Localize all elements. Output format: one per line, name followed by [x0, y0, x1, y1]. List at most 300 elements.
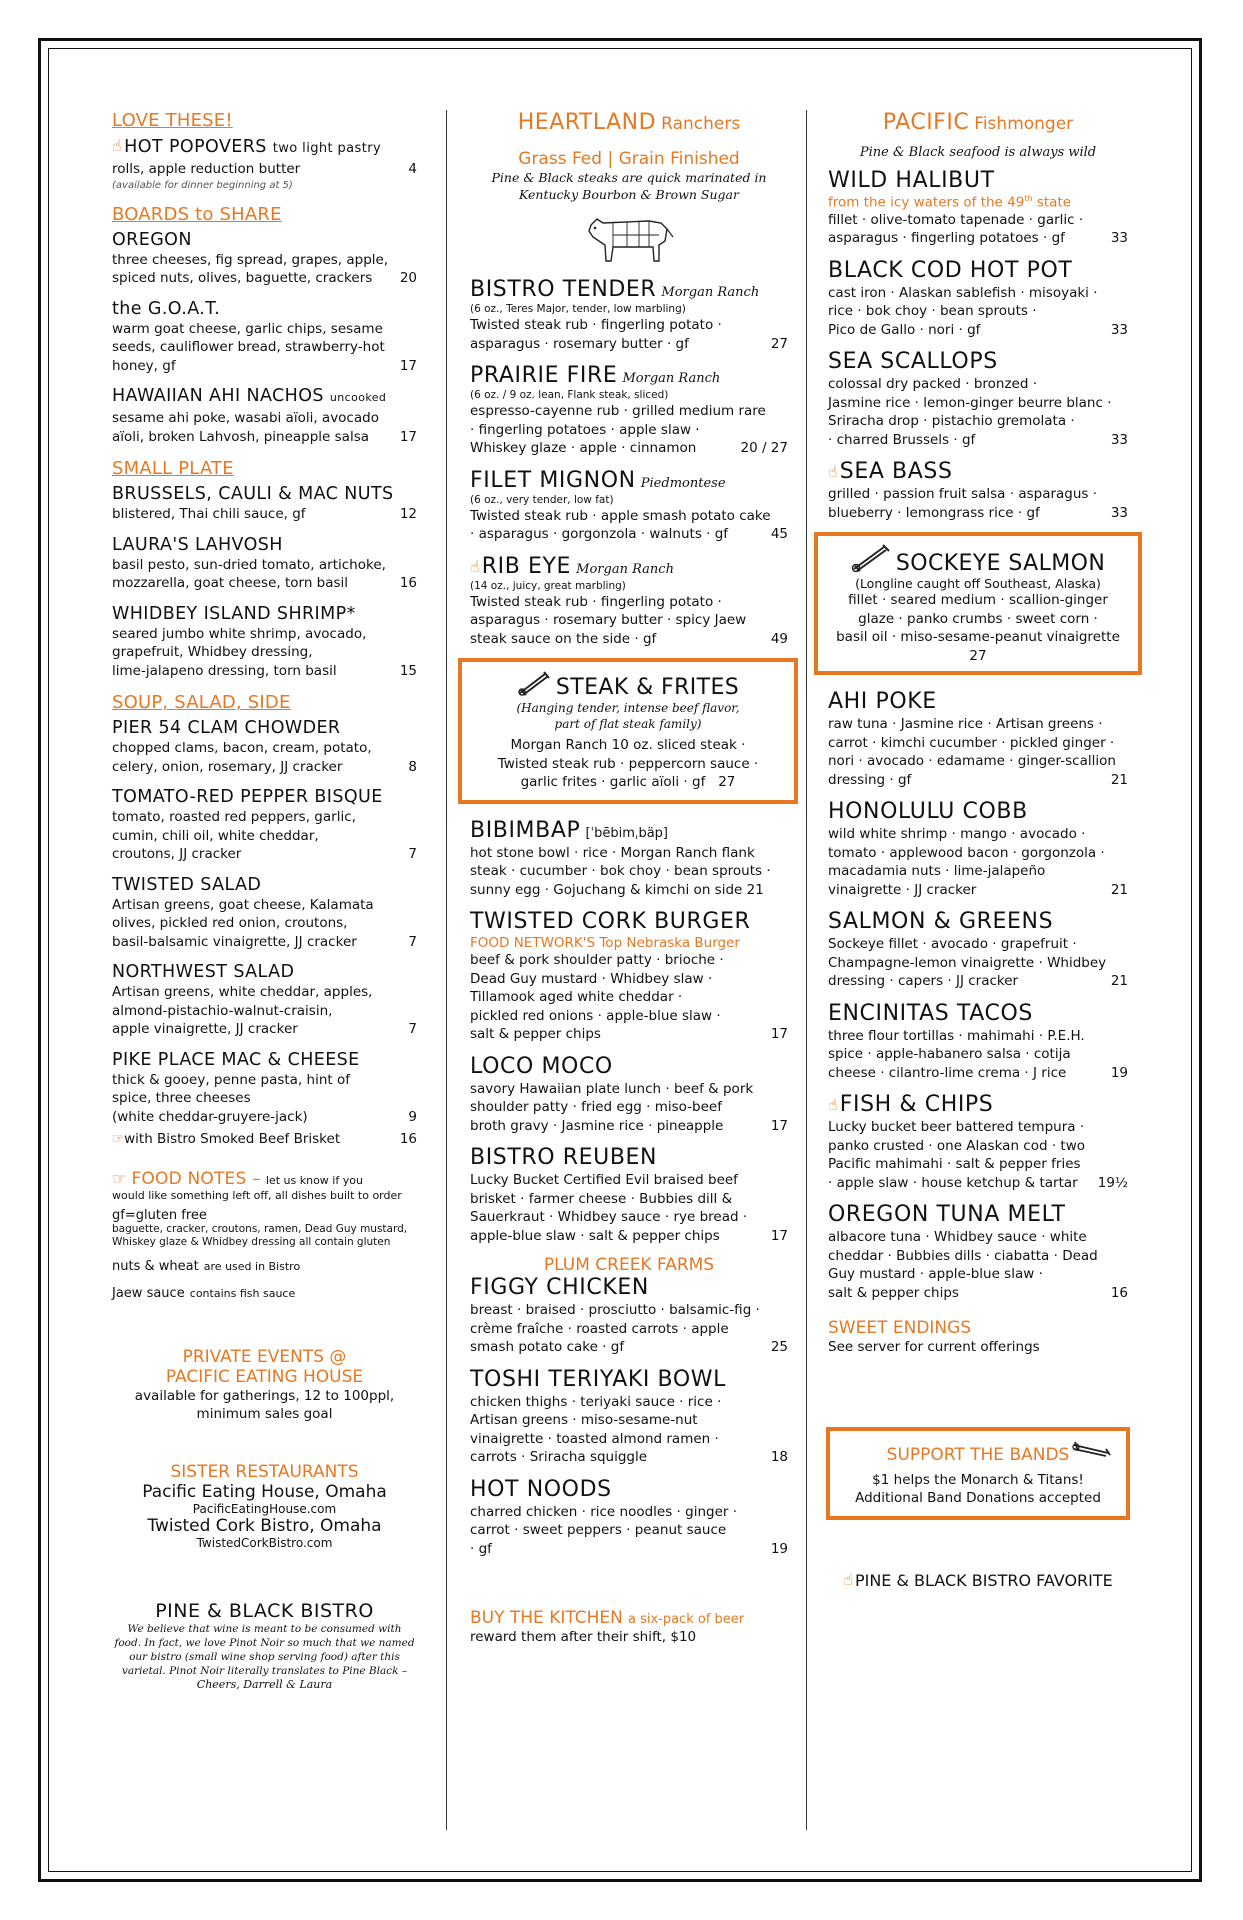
featured-sockeye-salmon: [814, 532, 1142, 675]
menu-item-oregon: [112, 229, 417, 288]
item-desc: mozzarella, goat cheese, torn basil: [112, 575, 349, 591]
item-note: (14 oz., juicy, great marbling): [470, 579, 626, 592]
item-name: HOT POPOVERS: [124, 137, 267, 157]
kitchen-title: BUY THE KITCHEN: [470, 1608, 623, 1628]
item-desc: thick & gooey, penne pasta, hint of: [112, 1071, 350, 1088]
item-name: OREGON: [112, 229, 192, 250]
item-note: (available for dinner beginning at 5): [112, 179, 293, 191]
item-tag: Piedmontese: [640, 475, 726, 491]
item-name: SALMON & GREENS: [828, 909, 1054, 934]
section-small-plate: SMALL PLATE: [112, 458, 234, 479]
menu-item-tuna-melt: [828, 1202, 1128, 1302]
item-desc: beef & pork shoulder patty · brioche ·: [470, 952, 724, 968]
item-origin: from the icy waters of the 49: [828, 194, 1025, 211]
section-plum-creek: PLUM CREEK FARMS: [543, 1255, 715, 1275]
item-desc: steak · cucumber · bok choy · bean sprouts ·: [470, 863, 771, 879]
item-desc: shoulder patty · fried egg · miso-beef: [470, 1099, 722, 1115]
item-name: SEA SCALLOPS: [828, 349, 998, 374]
item-desc: three cheeses, fig spread, grapes, apple,: [112, 251, 389, 268]
item-price: 17: [399, 357, 417, 374]
menu-item-shrimp: [112, 603, 417, 681]
item-price: 33: [1110, 230, 1128, 246]
item-price: 33: [1110, 431, 1128, 448]
item-desc: tomato, roasted red peppers, garlic,: [112, 809, 356, 825]
item-desc: celery, onion, rosemary, JJ cracker: [112, 758, 343, 775]
item-desc: garlic frites · garlic aïoli · gf: [520, 774, 706, 790]
private-line: available for gatherings, 12 to 100ppl,: [134, 1387, 395, 1404]
item-desc: tomato · applewood bacon · gorgonzola ·: [828, 844, 1105, 861]
item-name: HOT NOODS: [470, 1476, 612, 1502]
item-desc: croutons, JJ cracker: [112, 846, 242, 862]
story-signature: Cheers, Darrell & Laura: [196, 1677, 333, 1691]
story-title: PINE & BLACK BISTRO: [155, 1599, 374, 1622]
item-desc: rice · bok choy · bean sprouts ·: [828, 303, 1037, 319]
item-desc: grilled · passion fruit salsa · asparagus ·: [828, 486, 1098, 502]
menu-item-bisque: [112, 786, 417, 864]
item-desc: Jasmine rice · lemon-ginger beurre blanc ·: [828, 394, 1112, 411]
thumbs-up-icon: ☝: [470, 556, 480, 576]
item-name: BLACK COD HOT POT: [828, 257, 1073, 283]
item-price: 21: [746, 881, 764, 898]
item-note: (Longline caught off Southeast, Alaska): [855, 576, 1101, 591]
menu-item-cobb: [828, 799, 1128, 899]
menu-item-scallops: [828, 349, 1128, 449]
item-note: part of flat steak family): [554, 717, 702, 731]
gf-title: gf=gluten free: [112, 1207, 207, 1223]
item-desc: cheddar · Bubbies dills · ciabatta · Dead: [828, 1247, 1098, 1264]
item-desc: · gf: [470, 1540, 492, 1557]
item-desc: sunny egg · Gojuchang & kimchi on side: [470, 881, 743, 898]
steak-note: Kentucky Bourbon & Brown Sugar: [519, 187, 739, 202]
item-name: WHIDBEY ISLAND SHRIMP*: [112, 603, 356, 624]
item-price: 16: [399, 575, 417, 591]
item-desc: grapefruit, Whidbey dressing,: [112, 644, 313, 660]
menu-item-toshi: [470, 1367, 788, 1467]
beef-cuts-cow-icon: [470, 207, 788, 271]
item-desc: Sockeye fillet · avocado · grapefruit ·: [828, 936, 1077, 952]
item-price: 21: [1110, 881, 1128, 898]
food-notes-text: would like something left off, all dishes built to order: [112, 1188, 402, 1202]
item-price: 27: [969, 647, 987, 664]
private-line: minimum sales goal: [196, 1406, 333, 1422]
item-desc: seared jumbo white shrimp, avocado,: [112, 625, 367, 642]
item-price: 45: [770, 526, 788, 542]
menu-item-figgy: [470, 1275, 788, 1357]
item-desc: warm goat cheese, garlic chips, sesame: [112, 320, 383, 337]
menu-item-nw-salad: [112, 961, 417, 1039]
item-desc: Sauerkraut · Whidbey sauce · rye bread ·: [470, 1209, 748, 1225]
sister-url: PacificEatingHouse.com: [192, 1501, 337, 1516]
column-divider-2: [806, 110, 807, 1830]
item-desc: charred chicken · rice noodles · ginger ·: [470, 1503, 738, 1520]
nuts-text: are used in Bistro: [203, 1259, 301, 1273]
featured-steak-frites: [458, 658, 798, 804]
item-desc: brisket · farmer cheese · Bubbies dill &: [470, 1190, 733, 1207]
menu-item-ribeye: [470, 554, 788, 649]
item-name: RIB EYE: [481, 553, 572, 579]
jaew-title: Jaew sauce: [112, 1285, 185, 1301]
item-name: HONOLULU COBB: [828, 799, 1028, 824]
item-desc: Morgan Ranch 10 oz. sliced steak ·: [510, 737, 746, 753]
item-price: 15: [399, 662, 417, 679]
story-line: We believe that wine is meant to be consumed with: [127, 1622, 402, 1635]
item-desc: spiced nuts, olives, baguette, crackers: [112, 270, 373, 286]
item-price: 17: [770, 1026, 788, 1042]
item-desc: steak sauce on the side · gf: [470, 630, 657, 647]
sister-title: SISTER RESTAURANTS: [170, 1461, 359, 1482]
pine-black-story: [112, 1600, 417, 1692]
item-name: BISTRO REUBEN: [470, 1145, 658, 1170]
item-desc: Champagne-lemon vinaigrette · Whidbey: [828, 954, 1107, 971]
sister-name: Pacific Eating House, Omaha: [142, 1481, 387, 1502]
item-name: BISTRO TENDER: [470, 277, 657, 302]
item-desc: chicken thighs · teriyaki sauce · rice ·: [470, 1393, 722, 1410]
item-desc: spice, three cheeses: [112, 1090, 251, 1106]
item-price: 16: [1110, 1284, 1128, 1301]
item-desc: dressing · capers · JJ cracker: [828, 973, 1019, 989]
item-desc: · fingerling potatoes · apple slaw ·: [470, 421, 700, 438]
item-origin: state: [1032, 194, 1072, 211]
item-desc: spice · apple-habanero salsa · cotija: [828, 1046, 1071, 1062]
item-desc: · charred Brussels · gf: [828, 431, 976, 448]
item-name: AHI POKE: [828, 689, 937, 714]
story-line: food. In fact, we love Pinot Noir so much that we named: [114, 1636, 415, 1649]
item-desc: lime-jalapeno dressing, torn basil: [112, 662, 337, 679]
menu-item-chowder: [112, 717, 417, 776]
item-name: HAWAIIAN AHI NACHOS: [112, 386, 324, 406]
item-desc: Twisted steak rub · fingerling potato ·: [470, 317, 722, 333]
item-desc: Lucky Bucket Certified Evil braised beef: [470, 1172, 738, 1188]
menu-item-halibut: [828, 168, 1128, 248]
pointing-hand-icon: ☞: [112, 1168, 127, 1188]
item-price: 12: [399, 506, 417, 522]
item-name: OREGON TUNA MELT: [828, 1202, 1066, 1227]
pointing-hand-icon: ☞: [112, 1131, 125, 1147]
gf-line: baguette, cracker, croutons, ramen, Dead Guy mustard,: [112, 1222, 408, 1235]
column-starters: [112, 110, 417, 1692]
kitchen-tag: a six-pack of beer: [627, 1612, 745, 1627]
item-price: 20: [399, 270, 417, 286]
item-price: 18: [770, 1449, 788, 1465]
kitchen-desc: reward them after their shift, $10: [470, 1629, 697, 1645]
private-events: [112, 1347, 417, 1424]
menu-item-prairie-fire: [470, 363, 788, 458]
item-desc: Pacific mahimahi · salt & pepper fries: [828, 1156, 1081, 1172]
item-desc: blueberry · lemongrass rice · gf: [828, 504, 1040, 521]
item-desc: raw tuna · Jasmine rice · Artisan greens ·: [828, 716, 1103, 732]
item-tag: Morgan Ranch: [661, 285, 760, 300]
item-name: FIGGY CHICKEN: [470, 1275, 649, 1300]
item-desc: dressing · gf: [828, 771, 912, 788]
sweet-desc: See server for current offerings: [828, 1339, 1040, 1355]
item-desc: colossal dry packed · bronzed ·: [828, 376, 1038, 392]
grass-fed-line: Grass Fed | Grain Finished: [518, 149, 740, 169]
thumbs-up-icon: ☝: [112, 136, 123, 155]
item-price: 25: [770, 1339, 788, 1355]
item-name: PRAIRIE FIRE: [470, 363, 618, 388]
item-name: PIER 54 CLAM CHOWDER: [112, 718, 341, 738]
item-name: NORTHWEST SALAD: [112, 962, 295, 982]
item-name: LOCO MOCO: [470, 1053, 613, 1079]
heartland-header: [470, 110, 788, 135]
item-desc: Artisan greens · miso-sesame-nut: [470, 1412, 698, 1428]
item-desc: glaze · panko crumbs · sweet corn ·: [858, 610, 1098, 627]
item-price: 9: [408, 1108, 417, 1125]
story-line: varietal. Pinot Noir literally translates to Pine Black –: [121, 1664, 408, 1677]
item-award: FOOD NETWORK'S Top Nebraska Burger: [470, 935, 740, 951]
item-desc: aïoli, broken Lahvosh, pineapple salsa: [112, 428, 370, 445]
section-love-these: LOVE THESE!: [112, 110, 233, 131]
item-price: 33: [1110, 321, 1128, 338]
menu-item-hot-noods: [470, 1477, 788, 1559]
item-name: SEA BASS: [839, 459, 953, 484]
favorite-legend: [828, 1570, 1128, 1590]
food-notes: [112, 1169, 417, 1301]
item-tag: uncooked: [329, 391, 387, 404]
trombone-icon: [851, 542, 891, 572]
pacific-subtitle: Fishmonger: [974, 114, 1074, 134]
item-desc: cumin, chili oil, white cheddar,: [112, 827, 319, 844]
item-price: 8: [408, 758, 417, 775]
gf-line: Whiskey glaze & Whidbey dressing all contain gluten: [112, 1235, 391, 1248]
item-desc: Artisan greens, white cheddar, apples,: [112, 984, 373, 1000]
item-desc: albacore tuna · Whidbey sauce · white: [828, 1229, 1087, 1245]
item-price: 19: [1110, 1064, 1128, 1081]
menu-item-ahi-poke: [828, 689, 1128, 789]
item-desc: basil-balsamic vinaigrette, JJ cracker: [112, 933, 357, 950]
sister-name: Twisted Cork Bistro, Omaha: [147, 1515, 382, 1536]
item-desc: olives, pickled red onion, croutons,: [112, 915, 348, 931]
section-boards: BOARDS to SHARE: [112, 203, 282, 225]
support-the-bands: [826, 1427, 1130, 1520]
item-desc: cheese · cilantro-lime crema · J rice: [828, 1064, 1067, 1081]
menu-item-tacos: [828, 1001, 1128, 1083]
bands-title: SUPPORT THE BANDS: [886, 1444, 1070, 1465]
menu-item-filet: [470, 468, 788, 544]
item-desc: carrots · Sriracha squiggle: [470, 1449, 648, 1465]
item-name: LAURA'S LAHVOSH: [112, 534, 283, 555]
item-pronunciation: [ˈbēbimˌbäp]: [585, 825, 668, 841]
bands-line: Additional Band Donations accepted: [855, 1490, 1101, 1506]
item-desc: espresso-cayenne rub · grilled medium rare: [470, 403, 766, 419]
item-desc: Twisted steak rub · fingerling potato ·: [470, 593, 722, 610]
thumbs-up-icon: ☝: [828, 1095, 838, 1114]
item-desc: vinaigrette · toasted almond ramen ·: [470, 1430, 719, 1447]
item-price: 19: [770, 1540, 788, 1557]
item-desc: panko crusted · one Alaskan cod · two: [828, 1137, 1086, 1154]
item-name: WILD HALIBUT: [828, 168, 995, 193]
item-desc: · apple slaw · house ketchup & tartar: [828, 1174, 1078, 1191]
item-desc: fillet · olive-tomato tapenade · garlic ·: [828, 211, 1084, 228]
private-title: PACIFIC EATING HOUSE: [165, 1366, 364, 1387]
item-desc: seeds, cauliflower bread, strawberry-hot: [112, 339, 385, 355]
item-desc: vinaigrette · JJ cracker: [828, 881, 977, 898]
item-name: BRUSSELS, CAULI & MAC NUTS: [112, 484, 394, 504]
item-origin-sup: th: [1024, 194, 1033, 203]
favorite-text: PINE & BLACK BISTRO FAVORITE: [854, 1570, 1113, 1590]
section-soup-salad: SOUP, SALAD, SIDE: [112, 692, 291, 713]
item-desc: Artisan greens, goat cheese, Kalamata: [112, 896, 374, 913]
column-divider-1: [446, 110, 447, 1830]
food-notes-title: FOOD NOTES –: [131, 1168, 261, 1189]
item-desc: (white cheddar-gruyere-jack): [112, 1108, 308, 1125]
menu-item-twisted-salad: [112, 874, 417, 952]
item-desc: chopped clams, bacon, cream, potato,: [112, 740, 372, 756]
item-price: 33: [1110, 504, 1128, 521]
menu-item-reuben: [470, 1145, 788, 1245]
item-desc: basil pesto, sun-dried tomato, artichoke,: [112, 556, 386, 573]
item-price: 17: [399, 428, 417, 445]
menu-item-ahi-nachos: [112, 385, 417, 446]
item-desc: almond-pistachio-walnut-craisin,: [112, 1002, 333, 1019]
item-desc: smash potato cake · gf: [470, 1339, 625, 1355]
item-note: (Hanging tender, intense beef flavor,: [516, 701, 740, 715]
item-name: ENCINITAS TACOS: [828, 1000, 1033, 1026]
item-desc: hot stone bowl · rice · Morgan Ranch flank: [470, 844, 755, 861]
item-name: TOMATO-RED PEPPER BISQUE: [112, 787, 383, 807]
item-desc: three flour tortillas · mahimahi · P.E.H.: [828, 1027, 1085, 1044]
addon-price: 16: [399, 1131, 417, 1147]
item-price: 7: [408, 1021, 417, 1037]
item-desc: nori · avocado · edamame · ginger-scallion: [828, 753, 1116, 769]
thumbs-up-icon: ☝: [843, 1569, 853, 1589]
pacific-header: [828, 110, 1128, 135]
item-note: (6 oz., Teres Major, tender, low marbling): [470, 303, 686, 315]
item-desc: breast · braised · prosciutto · balsamic-fig ·: [470, 1302, 760, 1318]
item-desc: Sriracha drop · pistachio gremolata ·: [828, 413, 1075, 429]
item-name: TWISTED CORK BURGER: [470, 909, 751, 934]
menu-item-lahvosh: [112, 534, 417, 593]
food-notes-text: let us know if you: [265, 1173, 363, 1187]
item-price: 4: [408, 161, 417, 177]
item-note: (6 oz. / 9 oz. lean, Flank steak, sliced): [470, 389, 669, 401]
seafood-note: Pine & Black seafood is always wild: [859, 145, 1097, 160]
item-name: the G.O.A.T.: [112, 298, 221, 319]
steak-note: Pine & Black steaks are quick marinated in: [491, 170, 767, 185]
column-pacific: [828, 110, 1128, 1590]
menu-item-sea-bass: [828, 459, 1128, 522]
sweet-title: SWEET ENDINGS: [828, 1318, 972, 1338]
item-desc: carrot · sweet peppers · peanut sauce: [470, 1522, 727, 1538]
private-title: PRIVATE EVENTS @: [182, 1346, 347, 1367]
heartland-title: HEARTLAND: [517, 110, 657, 135]
item-desc: apple vinaigrette, JJ cracker: [112, 1021, 298, 1037]
item-price: 27: [770, 335, 788, 352]
item-desc: Twisted steak rub · apple smash potato cake: [470, 507, 771, 524]
item-price: 17: [770, 1227, 788, 1244]
item-desc: Pico de Gallo · nori · gf: [828, 321, 981, 338]
item-desc: honey, gf: [112, 357, 176, 374]
item-desc: salt & pepper chips: [828, 1284, 959, 1301]
item-name: SOCKEYE SALMON: [895, 551, 1106, 576]
item-desc: macadamia nuts · lime-jalapeño: [828, 863, 1046, 879]
trombone-icon: [517, 670, 551, 696]
item-name: STEAK & FRITES: [555, 675, 740, 700]
item-price: 27: [718, 774, 736, 790]
column-heartland: [470, 110, 788, 1647]
item-name: PIKE PLACE MAC & CHEESE: [112, 1049, 360, 1070]
pacific-title: PACIFIC: [882, 110, 970, 135]
item-desc: savory Hawaiian plate lunch · beef & pork: [470, 1080, 754, 1097]
item-desc: cast iron · Alaskan sablefish · misoyaki ·: [828, 284, 1098, 301]
item-name: BIBIMBAP: [470, 817, 581, 843]
item-desc: carrot · kimchi cucumber · pickled ginger ·: [828, 734, 1115, 751]
menu-item-bistro-tender: [470, 277, 788, 353]
item-desc: broth gravy · Jasmine rice · pineapple: [470, 1117, 724, 1134]
menu-item-brussels: [112, 483, 417, 524]
item-desc: asparagus · fingerling potatoes · gf: [828, 230, 1065, 246]
item-price: 17: [770, 1117, 788, 1134]
sister-url: TwistedCorkBistro.com: [196, 1535, 333, 1550]
item-desc: fillet · seared medium · scallion-ginger: [848, 592, 1108, 608]
bands-line: $1 helps the Monarch & Titans!: [872, 1471, 1084, 1488]
item-tag: Morgan Ranch: [622, 371, 721, 386]
item-price: 49: [770, 630, 788, 647]
menu-item-burger: [470, 909, 788, 1044]
item-note: (6 oz., very tender, low fat): [470, 493, 614, 506]
item-desc: Twisted steak rub · peppercorn sauce ·: [497, 755, 759, 772]
item-desc: blistered, Thai chili sauce, gf: [112, 506, 306, 522]
item-price: 7: [408, 933, 417, 950]
menu-item-bibimbap: [470, 818, 788, 900]
item-price: 21: [1110, 973, 1128, 989]
item-desc: Tillamook aged white cheddar ·: [470, 989, 683, 1005]
item-desc: apple-blue slaw · salt & pepper chips: [470, 1227, 720, 1244]
heartland-subtitle: Ranchers: [661, 114, 741, 134]
item-price: 21: [1110, 771, 1128, 788]
trombone-icon: [1072, 1439, 1112, 1459]
item-tag: Morgan Ranch: [576, 561, 674, 577]
menu-item-goat: [112, 298, 417, 376]
item-desc: salt & pepper chips: [470, 1026, 601, 1042]
menu-item-popovers: [112, 135, 417, 192]
menu-item-salmon-greens: [828, 909, 1128, 991]
item-desc: Dead Guy mustard · Whidbey slaw ·: [470, 970, 713, 987]
story-line: our bistro (small wine shop serving food) after this: [129, 1650, 400, 1663]
item-desc: pickled red onions · apple-blue slaw ·: [470, 1007, 721, 1024]
item-desc: sesame ahi poke, wasabi aïoli, avocado: [112, 410, 379, 426]
buy-the-kitchen: [470, 1608, 788, 1647]
item-desc: wild white shrimp · mango · avocado ·: [828, 826, 1086, 842]
item-desc: · asparagus · gorgonzola · walnuts · gf: [470, 526, 729, 542]
item-name: TWISTED SALAD: [112, 874, 262, 895]
sister-restaurants: [112, 1462, 417, 1550]
item-name: FILET MIGNON: [470, 467, 636, 493]
item-desc: rolls, apple reduction butter: [112, 161, 301, 177]
nuts-title: nuts & wheat: [112, 1258, 199, 1274]
item-desc: Lucky bucket beer battered tempura ·: [828, 1119, 1085, 1135]
item-tag: two light pastry: [272, 141, 382, 156]
menu-item-loco-moco: [470, 1054, 788, 1136]
jaew-text: contains fish sauce: [189, 1286, 296, 1300]
item-desc: asparagus · rosemary butter · spicy Jaew: [470, 612, 747, 628]
menu-item-mac-cheese: [112, 1049, 417, 1149]
item-name: TOSHI TERIYAKI BOWL: [470, 1366, 726, 1392]
menu-item-black-cod: [828, 258, 1128, 340]
thumbs-up-icon: ☝: [828, 462, 838, 481]
item-desc: basil oil · miso-sesame-peanut vinaigrette: [836, 629, 1120, 645]
item-desc: crème fraîche · roasted carrots · apple: [470, 1320, 729, 1337]
item-name: FISH & CHIPS: [839, 1092, 994, 1117]
item-price: 7: [408, 846, 417, 862]
item-price: 20 / 27: [740, 440, 788, 456]
sweet-endings: [828, 1318, 1128, 1357]
item-price: 19½: [1097, 1174, 1128, 1191]
addon-text: with Bistro Smoked Beef Brisket: [124, 1131, 341, 1147]
item-desc: Guy mustard · apple-blue slaw ·: [828, 1266, 1043, 1282]
item-desc: asparagus · rosemary butter · gf: [470, 335, 689, 352]
menu-item-fish-chips: [828, 1092, 1128, 1192]
